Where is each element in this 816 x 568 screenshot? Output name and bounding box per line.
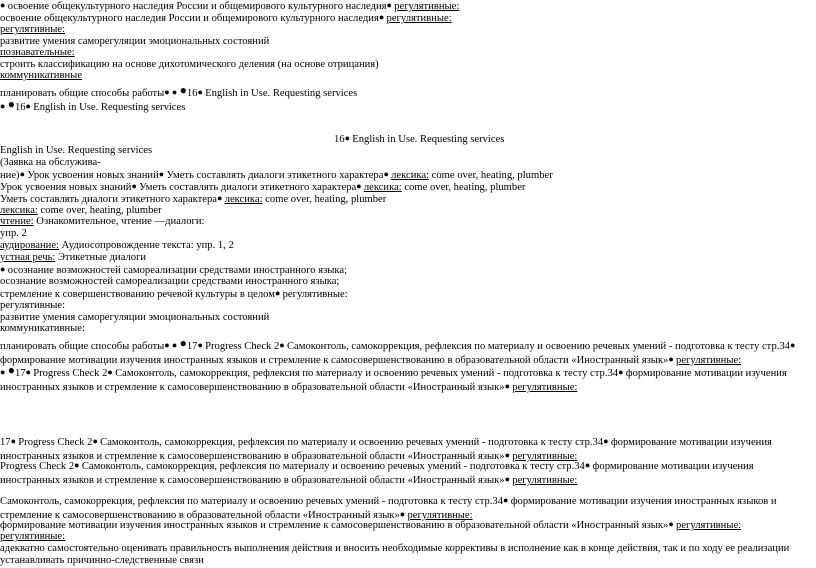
text-segment: освоение общекультурного наследия России и общемирового культурного наследия: [7, 1, 387, 12]
text-segment: 16: [186, 88, 198, 99]
text-segment: Progress Check 2: [0, 461, 75, 472]
text-segment: English in Use. Requesting services: [0, 145, 153, 156]
underlined-label: лексика:: [363, 182, 402, 193]
bullet-icon: ●: [274, 288, 283, 298]
text-segment: Самоконтоль, самокоррекция, рефлексия по материалу и освоению речевых умений - подготовка к тесту стр.34: [100, 437, 604, 448]
text-segment: стремление к совершенствованию речевой культуры в целом: [0, 289, 275, 300]
text-segment: устанавливать причинно-следственные связи: [0, 555, 204, 566]
text-segment: регулятивные:: [0, 300, 66, 311]
line-24: [0, 300, 812, 313]
bullet-icon: ●: [344, 133, 353, 143]
text-segment: регулятивные:: [282, 289, 348, 300]
bullet-icon: ●: [197, 87, 206, 97]
text-segment: Progress Check 2: [33, 368, 108, 379]
text-segment: Самоконтоль, самокоррекция, рефлексия по материалу и освоению речевых умений - подготовка к тесту стр.34: [81, 461, 585, 472]
bullet-icon: ●: [504, 380, 513, 391]
bullet-icon: ●: [19, 169, 28, 179]
line-26: [0, 323, 812, 336]
text-segment: развитие умения саморегуляции эмоциональных состояний: [0, 36, 270, 47]
text-segment: English in Use. Requesting services: [352, 134, 505, 145]
line-22: [0, 276, 812, 289]
text-segment: Аудиосопровождение текста: упр. 1, 2: [59, 240, 234, 251]
bullet-icon: ●: [92, 436, 101, 446]
bullet-icon: ●: [0, 0, 8, 10]
underlined-label: чтение:: [0, 216, 34, 227]
bullet-icon: ●: [10, 436, 19, 446]
underlined-label: регулятивные:: [0, 24, 66, 35]
bullet-icon: ● ●: [164, 87, 180, 97]
bullet-icon: ●: [107, 367, 116, 377]
bullet-icon: ●: [668, 353, 677, 364]
bullet-icon: ●: [668, 519, 677, 529]
bullet-icon: ●: [386, 0, 395, 10]
bullet-icon: ●: [618, 367, 626, 377]
bullet-icon: ●: [217, 193, 225, 203]
bullet-icon: ●: [0, 367, 8, 377]
underlined-label: лексика:: [391, 170, 429, 181]
text-segment: коммуникативные:: [0, 323, 85, 334]
text-segment: формирование мотивации изучения иностранных языков и стремление к самосовершенствованию в образовательной области «Иностранный язык»: [0, 437, 772, 462]
line-17: [0, 216, 812, 229]
text-segment: 17: [186, 341, 198, 352]
text-segment: come over, heating, plumber: [262, 194, 387, 205]
bullet-icon: ●: [504, 473, 513, 484]
bullet-icon: ●: [131, 181, 140, 191]
underlined-label: регулятивные:: [394, 1, 460, 12]
bullet-icon: ●: [158, 169, 167, 179]
text-segment: Самоконтоль, самокоррекция, рефлексия по материалу и освоению речевых умений - подготовка к тесту стр.34: [115, 368, 619, 379]
text-segment: 17: [14, 368, 26, 379]
underlined-label: регулятивные:: [512, 450, 578, 462]
text-segment: 16: [334, 134, 345, 145]
text-segment: English in Use. Requesting services: [33, 102, 186, 113]
bullet-icon: ●: [378, 12, 387, 22]
underlined-label: регулятивные:: [676, 354, 742, 366]
text-segment: Уметь составлять диалоги этикетного характера: [0, 194, 217, 205]
bullet-icon: ●: [279, 340, 287, 350]
text-segment: осознание возможностей самореализации средствами иностранного языка;: [0, 276, 340, 287]
text-segment: Уметь составлять диалоги этикетного характера: [139, 182, 357, 193]
underlined-label: регулятивные:: [386, 13, 452, 24]
underlined-label: лексика:: [0, 205, 38, 216]
line-5: [0, 47, 812, 60]
line-30: [0, 460, 812, 487]
line-35: [0, 555, 812, 568]
text-segment: Progress Check 2: [18, 437, 93, 448]
bullet-icon: ●: [179, 336, 187, 350]
underlined-label: коммуникативные: [0, 70, 82, 81]
text-segment: осознание возможностей самореализации средствами иностранного языка;: [7, 265, 348, 276]
bullet-icon: ●: [25, 101, 34, 111]
text-segment: формирование мотивации изучения иностранных языков и стремление к самосовершенствованию в образовательной области «Иностранный язык»: [0, 461, 754, 486]
text-segment: Урок усвоения новых знаний: [0, 182, 132, 193]
line-11: [0, 145, 812, 158]
text-segment: формирование мотивации изучения иностранных языков и стремление к самосовершенствованию в образовательной области «Иностранный язык»: [0, 520, 669, 531]
text-segment: Самоконтоль, самокоррекция, рефлексия по материалу и освоению речевых умений - подготовка к тесту стр.34: [286, 341, 790, 352]
text-segment: Уметь составлять диалоги этикетного характера: [166, 170, 384, 181]
line-34: [0, 543, 812, 556]
line-3: [0, 24, 812, 37]
text-segment: освоение общекультурного наследия России и общемирового культурного наследия: [0, 13, 379, 24]
line-18: [0, 228, 812, 241]
text-segment: 17: [0, 437, 11, 448]
underlined-label: познавательные:: [0, 47, 75, 58]
text-segment: 16: [14, 102, 26, 113]
text-segment: планировать общие способы работы: [0, 88, 165, 99]
text-segment: формирование мотивации изучения иностранных языков и стремление к самосовершенствованию в образовательной области «Иностранный язык»: [0, 368, 787, 393]
bullet-icon: ●: [399, 508, 408, 519]
line-7: [0, 70, 812, 83]
bullet-icon: ●: [383, 169, 392, 179]
line-20: [0, 252, 812, 265]
text-segment: (Заявка на обслужива-: [0, 157, 101, 168]
bullet-icon: ●: [584, 460, 593, 470]
bullet-icon: ●: [7, 97, 15, 111]
text-segment: планировать общие способы работы: [0, 341, 165, 352]
bullet-icon: ●: [179, 83, 187, 97]
bullet-icon: ●: [0, 101, 8, 111]
text-segment: Урок усвоения новых знаний: [27, 170, 159, 181]
line-19: [0, 240, 812, 253]
text-segment: адекватно самостоятельно оценивать правильность выполнения действия и вносить необходимые коррективы в исполнение как в конце действия, так и по ходу ее реализации: [0, 543, 790, 554]
text-segment: строить классификацию на основе дихотомического деления (на основе отрицания): [0, 59, 379, 70]
underlined-label: устная речь:: [0, 252, 56, 263]
text-segment: come over, heating, plumber: [429, 170, 553, 181]
underlined-label: аудирование:: [0, 240, 59, 251]
text-segment: Progress Check 2: [205, 341, 280, 352]
bullet-icon: ●: [25, 367, 34, 377]
text-segment: развитие умения саморегуляции эмоциональных состояний: [0, 312, 270, 323]
line-28: [0, 363, 812, 394]
line-9: [0, 97, 812, 115]
bullet-icon: ●: [789, 340, 796, 350]
text-segment: формирование мотивации изучения иностранных языков и стремление к самосовершенствованию в образовательной области «Иностранный язык»: [0, 354, 669, 366]
bullet-icon: ●: [356, 181, 364, 191]
text-segment: come over, heating, plumber: [37, 205, 162, 216]
underlined-label: регулятивные:: [0, 531, 66, 542]
bullet-icon: ●: [504, 449, 513, 460]
text-segment: Этикетные диалоги: [55, 252, 147, 263]
bullet-icon: ●: [197, 340, 206, 350]
text-segment: Самоконтоль, самокоррекция, рефлексия по материалу и освоению речевых умений - подготовка к тесту стр.34: [0, 496, 503, 507]
bullet-icon: ●: [7, 363, 15, 377]
underlined-label: регулятивные:: [512, 381, 578, 393]
bullet-icon: ●: [74, 460, 82, 470]
bullet-icon: ●: [603, 436, 611, 446]
text-segment: Ознакомительное, чтение —диалоги:: [33, 216, 205, 227]
text-segment: English in Use. Requesting services: [205, 88, 358, 99]
text-segment: come over, heating, plumber: [401, 182, 526, 193]
bullet-icon: ● ●: [164, 340, 180, 350]
bullet-icon: ●: [0, 264, 8, 274]
line-12: [0, 157, 812, 170]
underlined-label: регулятивные:: [676, 520, 742, 531]
underlined-label: регулятивные:: [512, 474, 578, 486]
text-segment: ние): [0, 170, 20, 181]
underlined-label: регулятивные:: [407, 509, 473, 521]
text-segment: упр. 2: [0, 228, 27, 239]
text-segment: формирование мотивации изучения иностранных языков и стремление к самосовершенствованию в образовательной области «Иностранный язык»: [0, 496, 777, 521]
underlined-label: лексика:: [224, 194, 263, 205]
bullet-icon: ●: [503, 495, 511, 505]
